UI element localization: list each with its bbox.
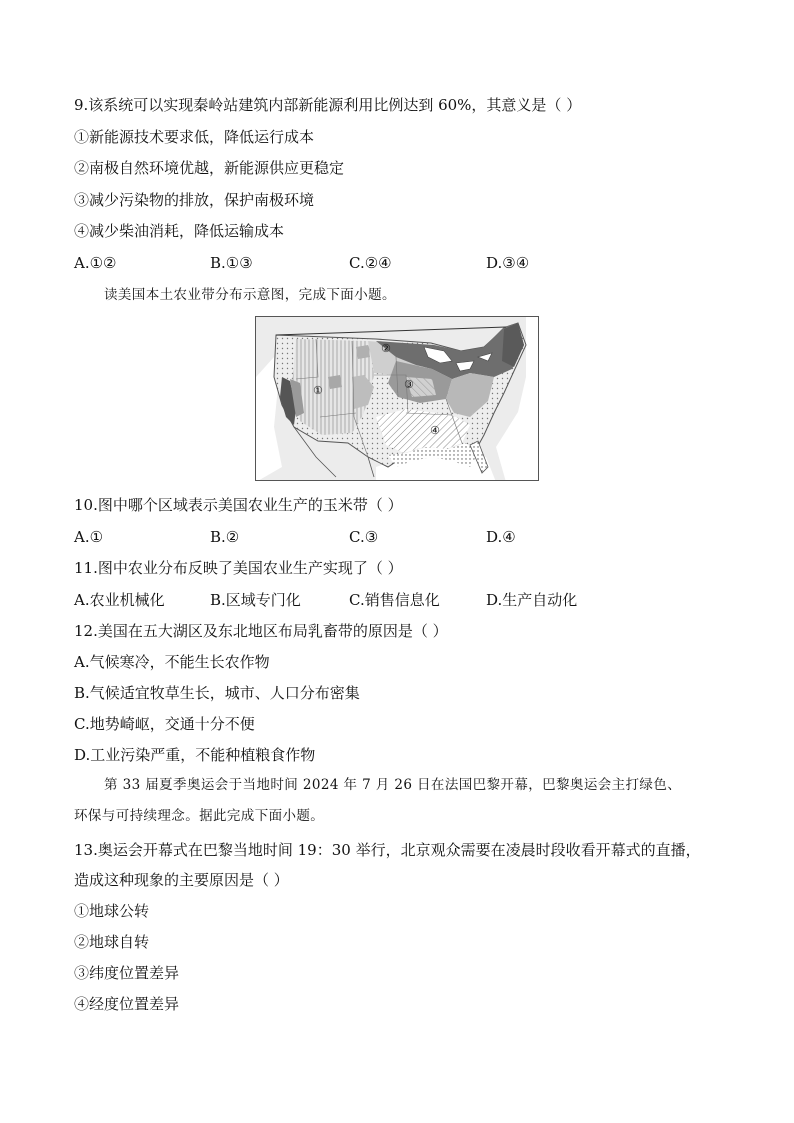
q13-stem-line-2: 造成这种现象的主要原因是（ ） [74, 871, 289, 889]
q12-option-a[interactable]: A.气候寒冷，不能生长农作物 [74, 653, 270, 671]
q13-item-1: ①地球公转 [74, 902, 150, 920]
us-agriculture-map-graphic [256, 317, 539, 481]
q12-option-b[interactable]: B.气候适宜牧草生长，城市、人口分布密集 [74, 684, 360, 702]
q12-stem: 12.美国在五大湖区及东北地区布局乳畜带的原因是（ ） [74, 622, 448, 640]
q9-option-b[interactable]: B.①③ [210, 254, 253, 272]
map-region-label-4: ④ [430, 424, 440, 437]
q10-option-b[interactable]: B.② [210, 528, 240, 546]
map-region-label-3: ③ [404, 378, 414, 391]
map-region-label-1: ① [313, 384, 323, 397]
map-region-label-2: ② [381, 342, 391, 355]
q11-option-a[interactable]: A.农业机械化 [74, 591, 165, 609]
q13-item-2: ②地球自转 [74, 933, 150, 951]
olympics-intro-line-2: 环保与可持续理念。据此完成下面小题。 [74, 808, 325, 824]
q9-item-3: ③减少污染物的排放，保护南极环境 [74, 191, 315, 209]
olympics-intro-line-1: 第 33 届夏季奥运会于当地时间 2024 年 7 月 26 日在法国巴黎开幕，巴黎奥运会主打绿色、 [104, 777, 682, 793]
q13-stem-line-1: 13.奥运会开幕式在巴黎当地时间 19：30 举行，北京观众需要在凌晨时段收看开幕式的直播， [74, 841, 701, 859]
q10-option-a[interactable]: A.① [74, 528, 104, 546]
q9-option-d[interactable]: D.③④ [486, 254, 530, 272]
q10-option-d[interactable]: D.④ [486, 528, 516, 546]
q9-item-4: ④减少柴油消耗，降低运输成本 [74, 222, 285, 240]
us-agriculture-map [255, 316, 539, 481]
q9-item-2: ②南极自然环境优越，新能源供应更稳定 [74, 159, 345, 177]
q12-option-d[interactable]: D.工业污染严重，不能种植粮食作物 [74, 746, 316, 764]
q11-option-b[interactable]: B.区域专门化 [210, 591, 301, 609]
q9-option-c[interactable]: C.②④ [349, 254, 392, 272]
q13-item-3: ③纬度位置差异 [74, 964, 180, 982]
q10-stem: 10.图中哪个区域表示美国农业生产的玉米带（ ） [74, 496, 403, 514]
q9-item-1: ①新能源技术要求低，降低运行成本 [74, 128, 315, 146]
q11-stem: 11.图中农业分布反映了美国农业生产实现了（ ） [74, 559, 403, 577]
q9-option-a[interactable]: A.①② [74, 254, 117, 272]
q9-stem: 9.该系统可以实现秦岭站建筑内部新能源利用比例达到 60%，其意义是（ ） [74, 96, 582, 114]
q13-item-4: ④经度位置差异 [74, 995, 180, 1013]
q11-option-d[interactable]: D.生产自动化 [486, 591, 578, 609]
q11-option-c[interactable]: C.销售信息化 [349, 591, 440, 609]
q12-option-c[interactable]: C.地势崎岖，交通十分不便 [74, 715, 255, 733]
map-intro: 读美国本土农业带分布示意图，完成下面小题。 [104, 287, 396, 303]
q10-option-c[interactable]: C.③ [349, 528, 379, 546]
